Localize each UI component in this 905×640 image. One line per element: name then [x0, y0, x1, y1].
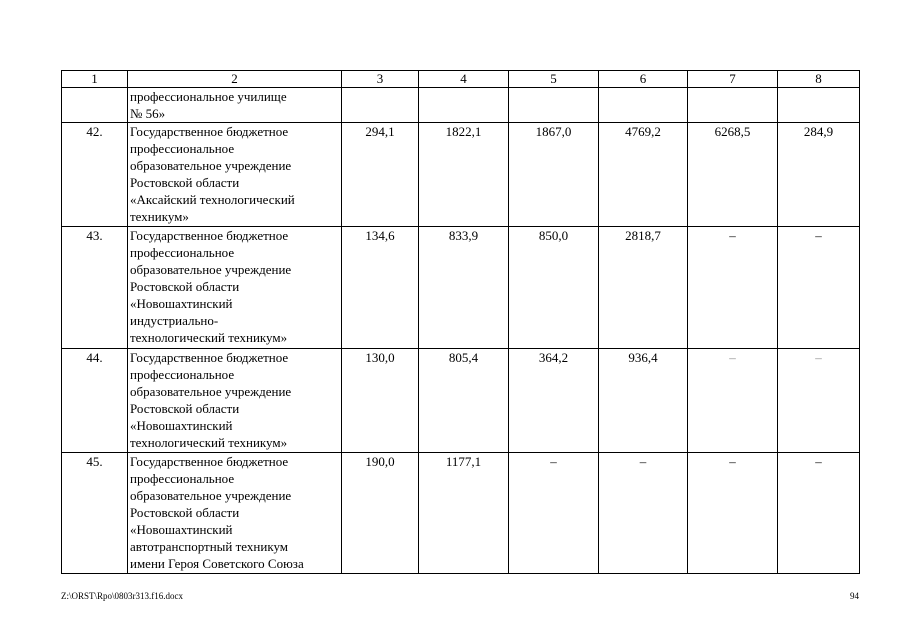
value-cell: 1177,1 [419, 453, 509, 574]
institution-name: профессиональное училище № 56» [128, 88, 342, 123]
value-cell: 1822,1 [419, 123, 509, 227]
value-cell: 284,9 [778, 123, 860, 227]
column-header: 3 [342, 71, 419, 88]
budget-table [61, 70, 860, 574]
value-cell: – [778, 227, 860, 349]
value-cell: – [599, 453, 688, 574]
value-cell: 833,9 [419, 227, 509, 349]
table-row [62, 227, 860, 349]
row-number [62, 88, 128, 123]
value-cell: 805,4 [419, 349, 509, 453]
value-cell: 1867,0 [509, 123, 599, 227]
value-cell: 294,1 [342, 123, 419, 227]
value-cell [342, 88, 419, 123]
column-header: 2 [128, 71, 342, 88]
value-cell: 850,0 [509, 227, 599, 349]
value-cell [419, 88, 509, 123]
column-header: 7 [688, 71, 778, 88]
value-cell: 190,0 [342, 453, 419, 574]
row-number: 45. [62, 453, 128, 574]
footer-file-path: Z:\ORST\Rpo\0803r313.f16.docx [61, 591, 183, 601]
column-header: 1 [62, 71, 128, 88]
table-header-row [62, 71, 860, 88]
value-cell: 130,0 [342, 349, 419, 453]
column-header: 8 [778, 71, 860, 88]
column-header: 6 [599, 71, 688, 88]
table-row [62, 123, 860, 227]
row-number: 44. [62, 349, 128, 453]
value-cell: 936,4 [599, 349, 688, 453]
value-cell: 6268,5 [688, 123, 778, 227]
value-cell [778, 88, 860, 123]
row-number: 43. [62, 227, 128, 349]
value-cell: – [688, 349, 778, 453]
value-cell [509, 88, 599, 123]
table-row [62, 453, 860, 574]
footer-page-number: 94 [850, 591, 859, 601]
column-header: 5 [509, 71, 599, 88]
institution-name: Государственное бюджетное профессиональное образовательное учреждение Ростовской области «Аксайский технологический техникум» [128, 123, 342, 227]
value-cell: – [688, 453, 778, 574]
value-cell: – [778, 453, 860, 574]
institution-name: Государственное бюджетное профессиональное образовательное учреждение Ростовской области «Новошахтинский индустриально- технологический техникум» [128, 227, 342, 349]
column-header: 4 [419, 71, 509, 88]
value-cell: 134,6 [342, 227, 419, 349]
value-cell [599, 88, 688, 123]
value-cell: 4769,2 [599, 123, 688, 227]
institution-name: Государственное бюджетное профессиональное образовательное учреждение Ростовской области «Новошахтинский технологический техникум» [128, 349, 342, 453]
value-cell: – [778, 349, 860, 453]
row-number: 42. [62, 123, 128, 227]
institution-name: Государственное бюджетное профессиональное образовательное учреждение Ростовской области «Новошахтинский автотранспортный техникум имени Героя Советского Союза [128, 453, 342, 574]
value-cell: – [509, 453, 599, 574]
table-row [62, 88, 860, 123]
value-cell: 364,2 [509, 349, 599, 453]
value-cell: – [688, 227, 778, 349]
value-cell [688, 88, 778, 123]
value-cell: 2818,7 [599, 227, 688, 349]
table-row [62, 349, 860, 453]
